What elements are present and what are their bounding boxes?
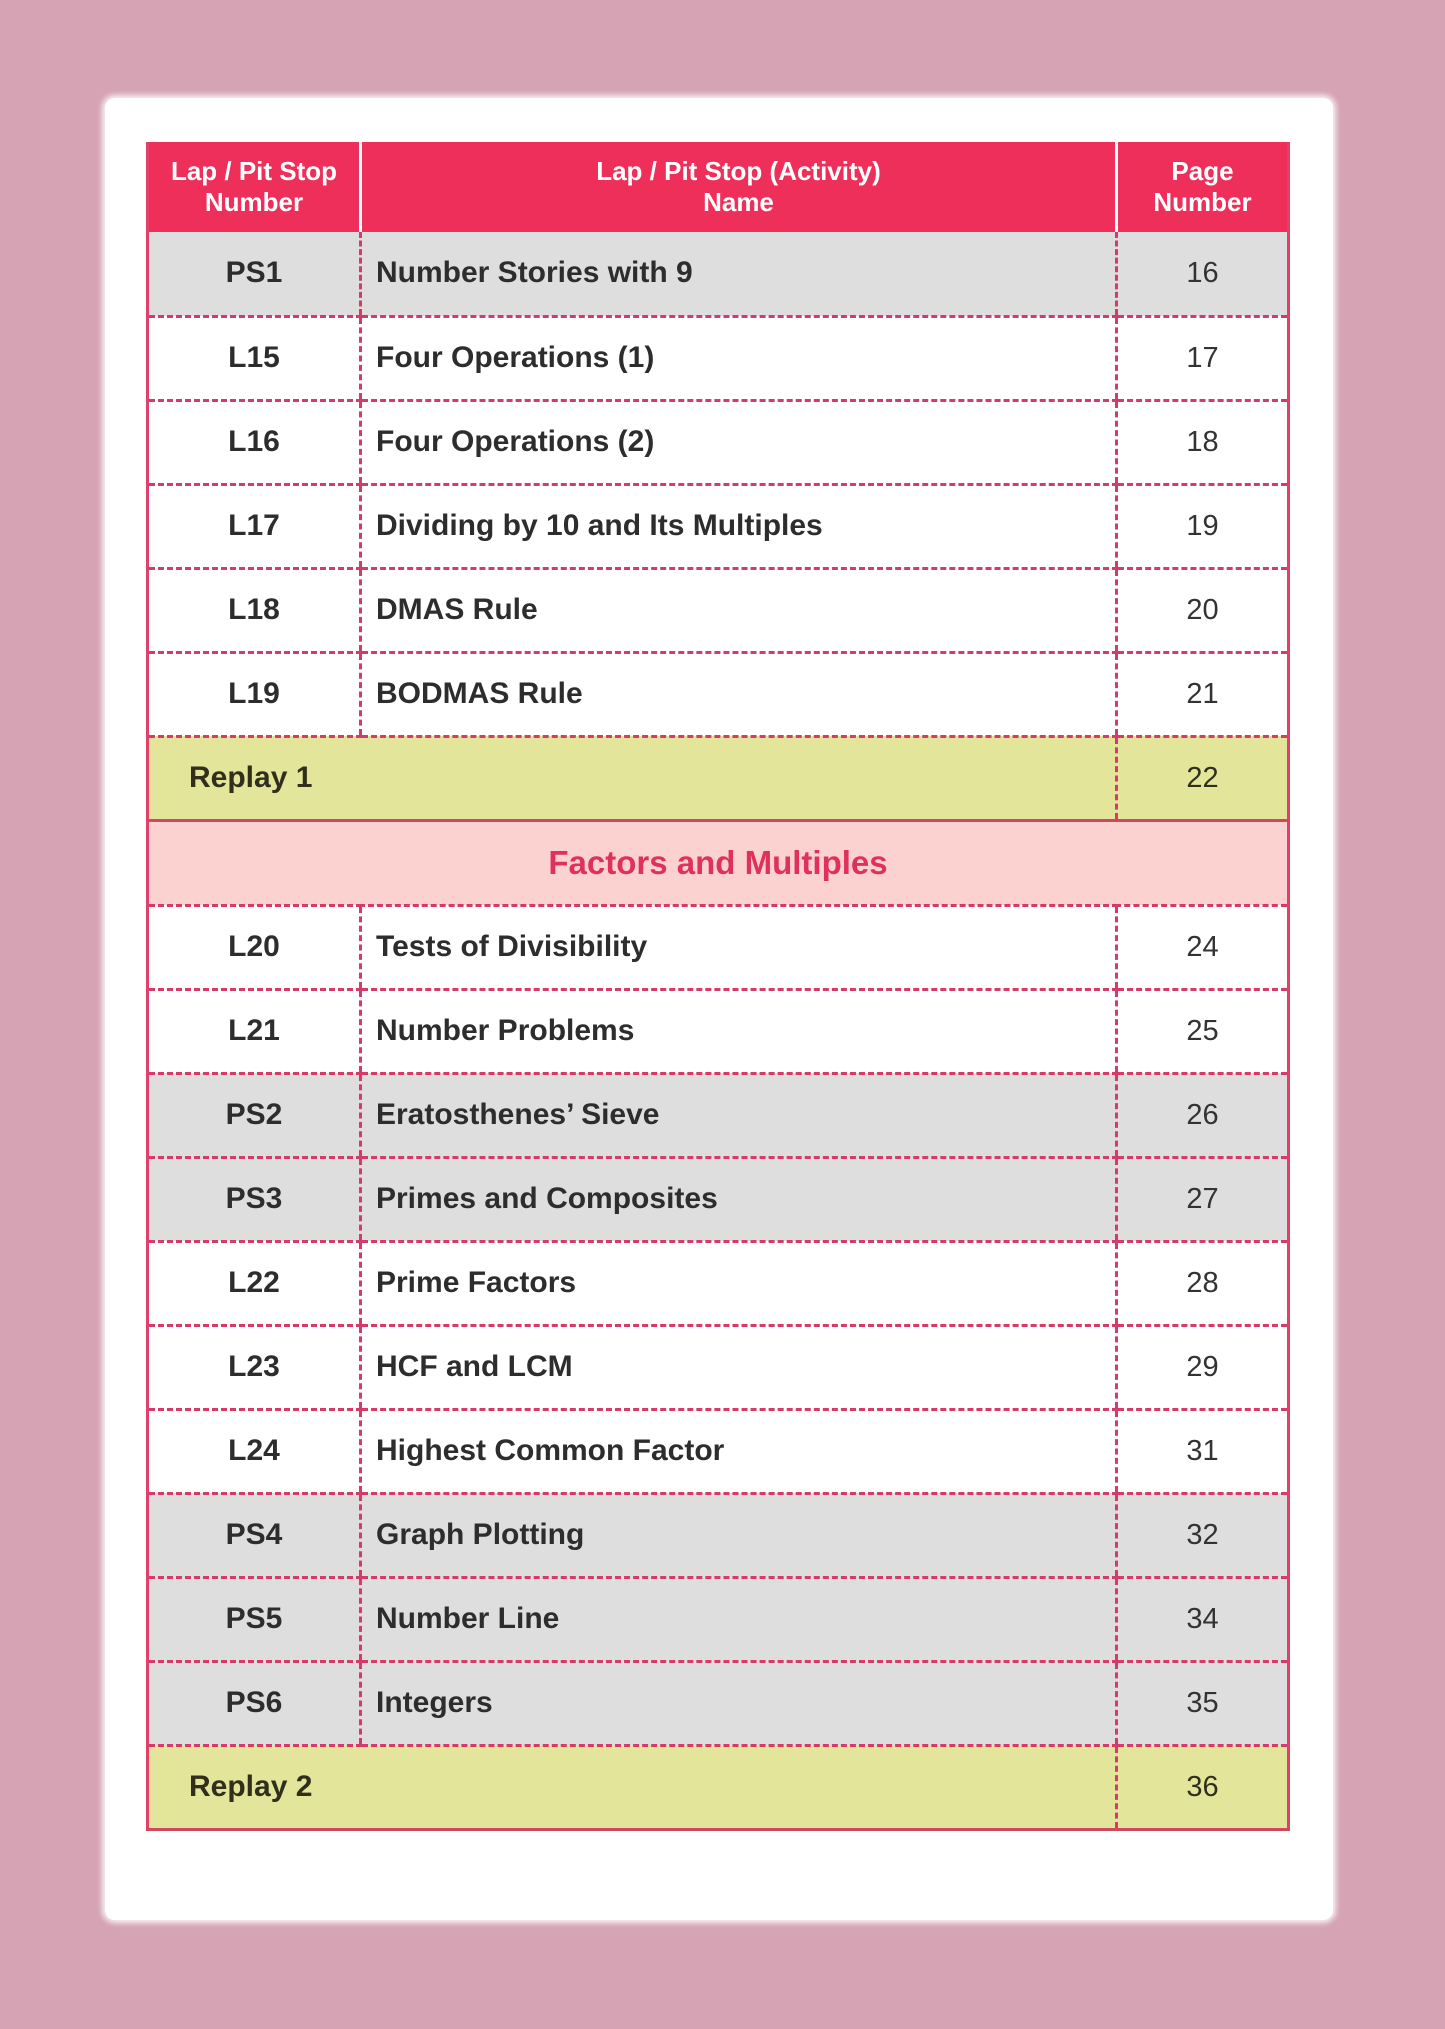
- page-number: 31: [1117, 1409, 1289, 1493]
- table-row: [148, 1493, 1289, 1577]
- activity-name: Highest Common Factor: [361, 1409, 1117, 1493]
- page-number: 25: [1117, 989, 1289, 1073]
- header-activity-name: Lap / Pit Stop (Activity) Name: [361, 142, 1117, 232]
- table-of-contents: [146, 142, 1290, 1831]
- lap-number: L18: [148, 568, 361, 652]
- page-number: 27: [1117, 1157, 1289, 1241]
- page-number: 16: [1117, 232, 1289, 316]
- page-number: 26: [1117, 1073, 1289, 1157]
- header-page-number: Page Number: [1117, 142, 1289, 232]
- page-number: 29: [1117, 1325, 1289, 1409]
- lap-number: PS3: [148, 1157, 361, 1241]
- table-row: [148, 316, 1289, 400]
- table-row: [148, 568, 1289, 652]
- page-number: 18: [1117, 400, 1289, 484]
- table-header: [148, 142, 1289, 232]
- lap-number: L21: [148, 989, 361, 1073]
- table-row: [148, 232, 1289, 316]
- lap-number: PS5: [148, 1577, 361, 1661]
- replay-row: [148, 736, 1289, 820]
- lap-number: L23: [148, 1325, 361, 1409]
- table-row: [148, 1577, 1289, 1661]
- replay-label: Replay 1: [148, 736, 1117, 820]
- activity-name: Number Problems: [361, 989, 1117, 1073]
- activity-name: DMAS Rule: [361, 568, 1117, 652]
- activity-name: Prime Factors: [361, 1241, 1117, 1325]
- lap-number: L24: [148, 1409, 361, 1493]
- page-number: 21: [1117, 652, 1289, 736]
- activity-name: HCF and LCM: [361, 1325, 1117, 1409]
- lap-number: L20: [148, 905, 361, 989]
- table-row: [148, 1409, 1289, 1493]
- activity-name: Graph Plotting: [361, 1493, 1117, 1577]
- section-title: Factors and Multiples: [148, 820, 1289, 905]
- lap-number: L19: [148, 652, 361, 736]
- activity-name: Four Operations (2): [361, 400, 1117, 484]
- activity-name: Primes and Composites: [361, 1157, 1117, 1241]
- lap-number: L17: [148, 484, 361, 568]
- lap-number: L16: [148, 400, 361, 484]
- activity-name: Tests of Divisibility: [361, 905, 1117, 989]
- page-number: 19: [1117, 484, 1289, 568]
- lap-number: L22: [148, 1241, 361, 1325]
- table-row: [148, 989, 1289, 1073]
- page-number: 32: [1117, 1493, 1289, 1577]
- page-number: 24: [1117, 905, 1289, 989]
- activity-name: Number Line: [361, 1577, 1117, 1661]
- lap-number: PS1: [148, 232, 361, 316]
- table-row: [148, 905, 1289, 989]
- activity-name: Integers: [361, 1661, 1117, 1745]
- activity-name: BODMAS Rule: [361, 652, 1117, 736]
- activity-name: Four Operations (1): [361, 316, 1117, 400]
- page-number: 28: [1117, 1241, 1289, 1325]
- table-row: [148, 484, 1289, 568]
- header-lap-number: Lap / Pit Stop Number: [148, 142, 361, 232]
- lap-number: L15: [148, 316, 361, 400]
- table-row: [148, 1241, 1289, 1325]
- table-row: [148, 1325, 1289, 1409]
- table-row: [148, 652, 1289, 736]
- page-number: 20: [1117, 568, 1289, 652]
- table-row: [148, 1157, 1289, 1241]
- page-number: 34: [1117, 1577, 1289, 1661]
- activity-name: Dividing by 10 and Its Multiples: [361, 484, 1117, 568]
- replay-label: Replay 2: [148, 1745, 1117, 1829]
- table-row: [148, 1073, 1289, 1157]
- activity-name: Number Stories with 9: [361, 232, 1117, 316]
- page-number: 17: [1117, 316, 1289, 400]
- activity-name: Eratosthenes’ Sieve: [361, 1073, 1117, 1157]
- table-row: [148, 1661, 1289, 1745]
- page-number: 35: [1117, 1661, 1289, 1745]
- lap-number: PS6: [148, 1661, 361, 1745]
- replay-row: [148, 1745, 1289, 1829]
- page-number: 36: [1117, 1745, 1289, 1829]
- table-row: [148, 400, 1289, 484]
- section-header-row: [148, 820, 1289, 905]
- lap-number: PS2: [148, 1073, 361, 1157]
- lap-number: PS4: [148, 1493, 361, 1577]
- page-number: 22: [1117, 736, 1289, 820]
